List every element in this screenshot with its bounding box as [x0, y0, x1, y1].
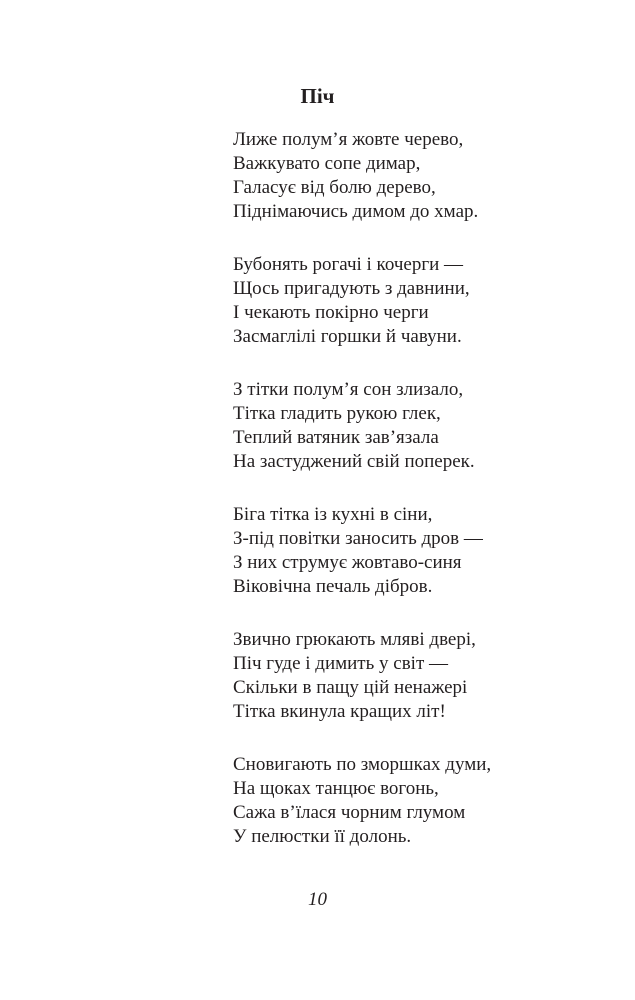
- stanza-4: [233, 503, 623, 599]
- poem-line: Тітка гладить рукою глек,: [233, 403, 441, 424]
- poem-line: У пелюстки її долонь.: [233, 826, 412, 847]
- poem-line: Засмаглілі горшки й чавуни.: [233, 326, 462, 347]
- poem-body: [233, 128, 623, 878]
- poem-line: З-під повітки заносить дров —: [233, 528, 483, 549]
- poem-line: Теплий ватяник зав’язала: [233, 427, 439, 448]
- poem-line: Біга тітка із кухні в сіни,: [233, 504, 433, 525]
- poem-line: Піднімаючись димом до хмар.: [233, 201, 479, 222]
- poem-line: Лиже полум’я жовте черево,: [233, 129, 464, 150]
- poem-line: Важкувато сопе димар,: [233, 153, 421, 174]
- poem-line: Щось пригадують з давнини,: [233, 278, 470, 299]
- stanza-3: [233, 378, 623, 474]
- stanza-2: [233, 253, 623, 349]
- poem-line: Сновигають по зморшках думи,: [233, 754, 492, 775]
- poem-line: З них струмує жовтаво-синя: [233, 552, 462, 573]
- poem-line: Галасує від болю дерево,: [233, 177, 436, 198]
- stanza-1: [233, 128, 623, 224]
- poem-line: На застуджений свій поперек.: [233, 451, 475, 472]
- poem-line: З тітки полум’я сон злизало,: [233, 379, 464, 400]
- poem-line: Піч гуде і димить у світ —: [233, 653, 449, 674]
- poem-line: Сажа в’їлася чорним глумом: [233, 802, 466, 823]
- poem-title: Піч: [300, 84, 335, 108]
- poem-line: Звично грюкають мляві двері,: [233, 629, 476, 650]
- poem-line: Віковічна печаль дібров.: [233, 576, 433, 597]
- stanza-5: [233, 628, 623, 724]
- poem-line: Тітка вкинула кращих літ!: [233, 701, 446, 722]
- stanza-6: [233, 753, 623, 849]
- page-number: 10: [308, 889, 327, 910]
- poem-line: На щоках танцює вогонь,: [233, 778, 439, 799]
- poem-line: І чекають покірно черги: [233, 302, 429, 323]
- poem-line: Бубонять рогачі і кочерги —: [233, 254, 464, 275]
- poem-line: Скільки в пащу цій ненажері: [233, 677, 468, 698]
